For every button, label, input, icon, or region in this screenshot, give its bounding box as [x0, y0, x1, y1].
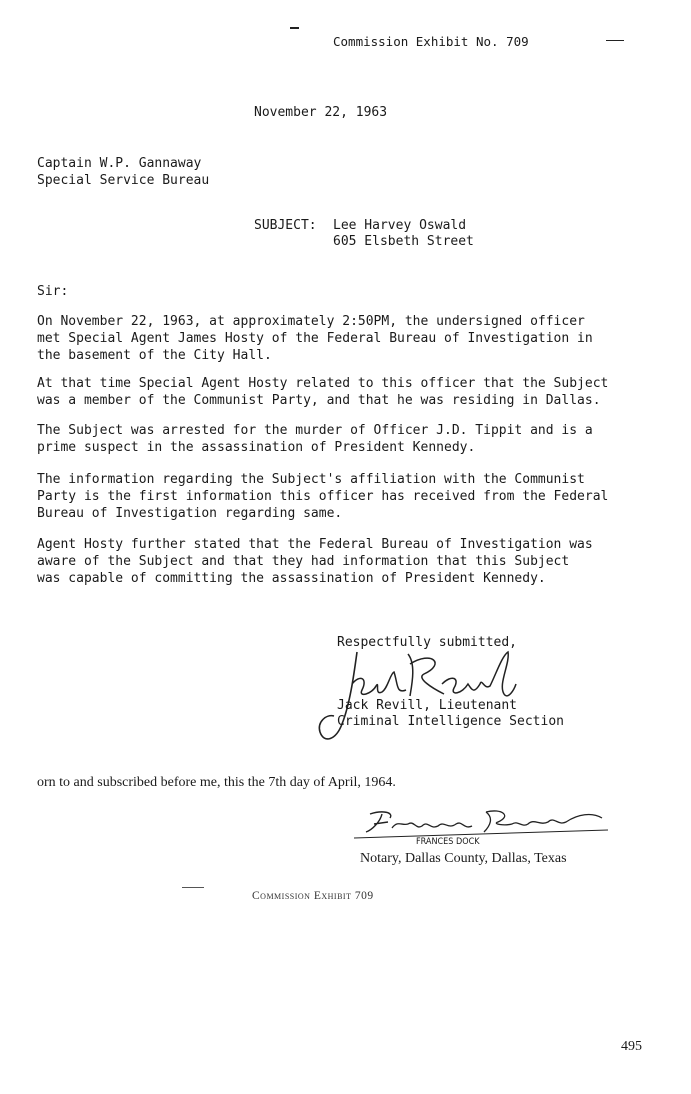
notary-printed-name: FRANCES DOCK [416, 837, 480, 847]
letter-date: November 22, 1963 [254, 105, 388, 120]
notary-sworn-statement: orn to and subscribed before me, this the 7th day of April, 1964. [37, 775, 396, 790]
paragraph-line: was capable of committing the assassination of President Kennedy. [37, 571, 546, 586]
subject-label: SUBJECT: [254, 218, 317, 233]
paragraph-line: Party is the first information this officer has received from the Federal [37, 489, 609, 504]
addressee-line: Special Service Bureau [37, 173, 210, 188]
paragraph-line: the basement of the City Hall. [37, 348, 272, 363]
scan-mark [182, 887, 204, 888]
subject-address: 605 Elsbeth Street [333, 234, 474, 249]
paragraph [37, 471, 608, 522]
page-number: 495 [621, 1039, 642, 1054]
paragraph-line: prime suspect in the assassination of President Kennedy. [37, 440, 476, 455]
subject-name: Lee Harvey Oswald [333, 218, 467, 233]
footer-exhibit: Commission Exhibit 709 [252, 890, 374, 902]
paragraph-line: was a member of the Communist Party, and that he was residing in Dallas. [37, 393, 601, 408]
scan-mark [606, 40, 624, 41]
paragraph-line: Bureau of Investigation regarding same. [37, 506, 343, 521]
paragraph-line: Agent Hosty further stated that the Federal Bureau of Investigation was [37, 537, 593, 552]
salutation: Sir: [37, 284, 69, 299]
exhibit-header: Commission Exhibit No. 709 [333, 34, 529, 49]
paragraph-line: met Special Agent James Hosty of the Federal Bureau of Investigation in [37, 331, 593, 346]
paragraph-line: aware of the Subject and that they had information that this Subject [37, 554, 570, 569]
paragraph [37, 536, 593, 587]
addressee-line: Captain W.P. Gannaway [37, 156, 202, 171]
handwritten-signature-notary [352, 808, 614, 842]
paragraph-line: At that time Special Agent Hosty related to this officer that the Subject [37, 376, 609, 391]
scan-mark [290, 27, 299, 29]
signer-unit: Criminal Intelligence Section [337, 714, 564, 729]
paragraph-line: The information regarding the Subject's affiliation with the Communist [37, 472, 585, 487]
notary-title: Notary, Dallas County, Dallas, Texas [360, 851, 567, 866]
addressee [37, 155, 209, 189]
complimentary-close: Respectfully submitted, [337, 635, 518, 650]
paragraph [37, 313, 593, 364]
paragraph-line: The Subject was arrested for the murder of Officer J.D. Tippit and is a [37, 423, 593, 438]
paragraph [37, 375, 608, 409]
paragraph [37, 422, 593, 456]
paragraph-line: On November 22, 1963, at approximately 2:50PM, the undersigned officer [37, 314, 585, 329]
signer-name-title: Jack Revill, Lieutenant [337, 698, 518, 713]
